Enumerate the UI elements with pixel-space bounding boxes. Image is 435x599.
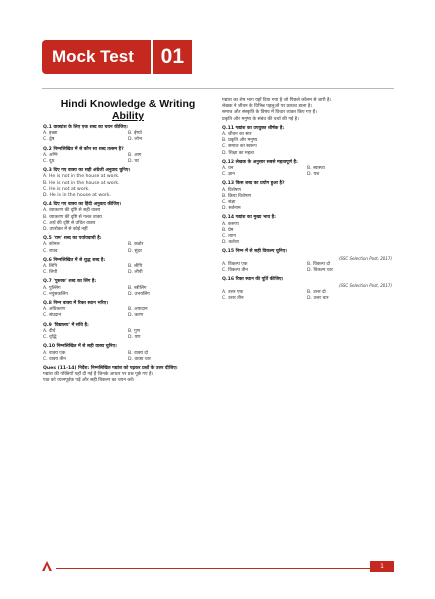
option: D. सुंदर <box>128 248 142 254</box>
question: Q.11 गद्यांश का उपयुक्त शीर्षक है: <box>222 125 285 131</box>
question: Q.14 गद्यांश का मुख्य भाव है: <box>222 215 276 221</box>
mock-test-banner <box>42 40 192 74</box>
option: D. लीपी <box>128 270 143 276</box>
option: A. विकल्प एक <box>222 261 248 267</box>
text-line: लेखक ने जीवन के विभिन्न पहलुओं पर प्रकाश डाला है। <box>222 104 313 110</box>
option-group <box>43 307 213 319</box>
question: Q.2 निम्नलिखित में से कौन सा शब्द तत्सम है? <box>43 146 124 152</box>
question: Q.1 वाक्यांश के लिए एक शब्द का चयन कीजिए। <box>43 125 128 130</box>
option: B. वाक्य दो <box>128 350 149 356</box>
right-column <box>222 98 392 302</box>
option: C. राघव <box>43 248 58 254</box>
text-line: D. कर्तव्य <box>222 240 239 246</box>
text-line: D. He is in the house at work. <box>43 193 111 199</box>
option: A. दीर्घ <box>43 328 56 334</box>
heading-line1: Hindi Knowledge & Writing <box>60 98 196 110</box>
option: A. लिपि <box>43 264 58 270</box>
banner-title: Mock Test <box>52 47 134 66</box>
question: Q.7 'पुस्तक' शब्द का लिंग है: <box>43 279 97 285</box>
option-group <box>43 153 213 165</box>
option: C. विकल्प तीन <box>222 268 248 274</box>
option-group <box>43 264 213 276</box>
heading-line2: Ability <box>111 110 145 122</box>
top-divider <box>42 88 394 89</box>
text-line: D. शिक्षा का महत्व <box>222 150 254 156</box>
option: D. यण <box>128 335 141 341</box>
option: B. लीपि <box>128 264 143 270</box>
option: A. वाक्य एक <box>43 350 66 356</box>
option-group <box>222 262 392 274</box>
text-line: C. त्याग <box>222 234 236 240</box>
option: C. द्वेष <box>43 137 55 143</box>
question: Q.3 दिए गए वाक्य का सही अंग्रेजी अनुवाद चुनिए। <box>43 168 131 174</box>
question: Q.10 निम्नलिखित में से सही वाक्य चुनिए। <box>43 344 117 350</box>
option: A. उत्तर एक <box>222 289 244 295</box>
text-line: B. प्रकृति और मनुष्य <box>222 138 258 144</box>
text-line: D. उपरोक्त में से कोई नहीं <box>43 227 88 233</box>
option: C. लिपी <box>43 270 58 276</box>
text-line: C. अर्थ की दृष्टि से उचित वाक्य <box>43 220 96 226</box>
text-line: B. व्याकरण की दृष्टि से गलत वाक्य <box>43 214 102 220</box>
option: A. अग्नि <box>43 152 58 158</box>
option: A. कोमल <box>43 242 60 248</box>
text-line: A. विशेषण <box>222 187 241 193</box>
option: A. इच्छा <box>43 131 58 137</box>
option-group <box>222 166 392 178</box>
page-number: 1 <box>370 561 394 572</box>
question: Q.6 निम्नलिखित में से शुद्ध शब्द है: <box>43 257 106 263</box>
text-line: C. संज्ञा <box>222 200 236 206</box>
option: A. धन <box>222 166 234 172</box>
question: Q.13 किस शब्द का प्रयोग हुआ है? <box>222 181 285 187</box>
question: Q.12 लेखक के अनुसार सबसे महत्वपूर्ण है: <box>222 159 298 165</box>
option: A. पुल्लिंग <box>43 285 61 291</box>
option: B. अपादान <box>128 307 148 313</box>
option: D. यश <box>307 172 320 178</box>
text-line: पाठ को ध्यानपूर्वक पढ़ें और सही विकल्प का चयन करें। <box>43 378 135 384</box>
text-line: C. He is not at work. <box>43 186 90 192</box>
publisher-logo-icon <box>42 561 52 571</box>
option: D. वाक्य चार <box>128 356 151 362</box>
option-group <box>222 290 392 302</box>
option: B. स्त्रीलिंग <box>128 285 147 291</box>
option: B. गुण <box>128 328 140 334</box>
banner-number: 01 <box>151 40 192 74</box>
option-group <box>43 351 213 363</box>
question: Ques (11-14) निर्देश: निम्नलिखित गद्यांश को पढ़कर प्रश्नों के उत्तर दीजिए। <box>43 365 178 371</box>
text-line: A. व्याकरण की दृष्टि से सही वाक्य <box>43 208 101 214</box>
text-line: गद्यांश की पंक्तियाँ यहाँ दी गई हैं जिनके आधार पर प्रश्न पूछे गए हैं। <box>43 372 154 378</box>
option: C. ज्ञान <box>222 172 235 178</box>
text-line: C. समाज का स्वरूप <box>222 144 257 150</box>
page-footer <box>42 561 394 573</box>
text-line: गद्यांश का शेष भाग यहाँ दिया गया है जो पिछले कॉलम से जारी है। <box>222 98 332 103</box>
text-line: प्रकृति और मनुष्य के संबंध की चर्चा की गई है। <box>222 116 299 122</box>
option-group <box>43 242 213 254</box>
option: B. कठोर <box>128 242 144 248</box>
footer-rule <box>56 568 374 569</box>
option: D. लोभ <box>128 137 142 143</box>
source-note: (SSC Selection Post, 2017) <box>338 283 392 289</box>
question: Q.8 निम्न वाक्य में रिक्त स्थान भरिए। <box>43 301 108 307</box>
source-note: (SSC Selection Post, 2017) <box>338 255 392 261</box>
text-line: A. He is not in the house at work. <box>43 174 120 180</box>
left-column <box>43 98 213 385</box>
question: Q.9 'विद्यालय' में संधि है: <box>43 322 89 328</box>
question: Q.4 दिए गए वाक्य का हिंदी अनुवाद कीजिए। <box>43 202 122 208</box>
question: Q.15 निम्न में से सही विकल्प चुनिए। <box>222 249 287 255</box>
section-heading <box>43 98 213 122</box>
option: A. अधिकरण <box>43 307 66 313</box>
option-group <box>43 286 213 298</box>
question: Q.16 रिक्त स्थान की पूर्ति कीजिए। <box>222 277 284 283</box>
option: B. उत्तर दो <box>307 289 326 295</box>
option-group <box>43 329 213 341</box>
text-line: B. He is not in the house at work. <box>43 180 120 186</box>
option: D. करण <box>128 313 144 319</box>
question: Q.5 'राम' शब्द का पर्यायवाची है: <box>43 236 102 242</box>
option: D. विकल्प चार <box>307 268 333 274</box>
option: C. नपुंसकलिंग <box>43 291 68 297</box>
option: B. विकल्प दो <box>307 261 331 267</box>
option: C. दूध <box>43 159 55 165</box>
text-line: A. करुणा <box>222 221 239 227</box>
option: C. वाक्य तीन <box>43 356 66 362</box>
text-line: B. प्रेम <box>222 227 234 233</box>
text-line: A. जीवन का सार <box>222 132 252 138</box>
option: C. संप्रदान <box>43 313 62 319</box>
option: B. ईर्ष्या <box>128 131 142 137</box>
text-line: D. सर्वनाम <box>222 206 241 212</box>
option: D. घर <box>128 159 140 165</box>
option-group <box>43 131 213 143</box>
option: B. आग <box>128 152 142 158</box>
text-line: समाज और संस्कृति के विषय में विचार व्यक्त किए गए हैं। <box>222 110 317 116</box>
option: C. वृद्धि <box>43 335 57 341</box>
option: B. स्वास्थ्य <box>307 166 325 172</box>
text-line: B. क्रिया विशेषण <box>222 193 251 199</box>
option: D. उभयलिंग <box>128 291 150 297</box>
option: D. उत्तर चार <box>307 295 329 301</box>
option: C. उत्तर तीन <box>222 295 244 301</box>
